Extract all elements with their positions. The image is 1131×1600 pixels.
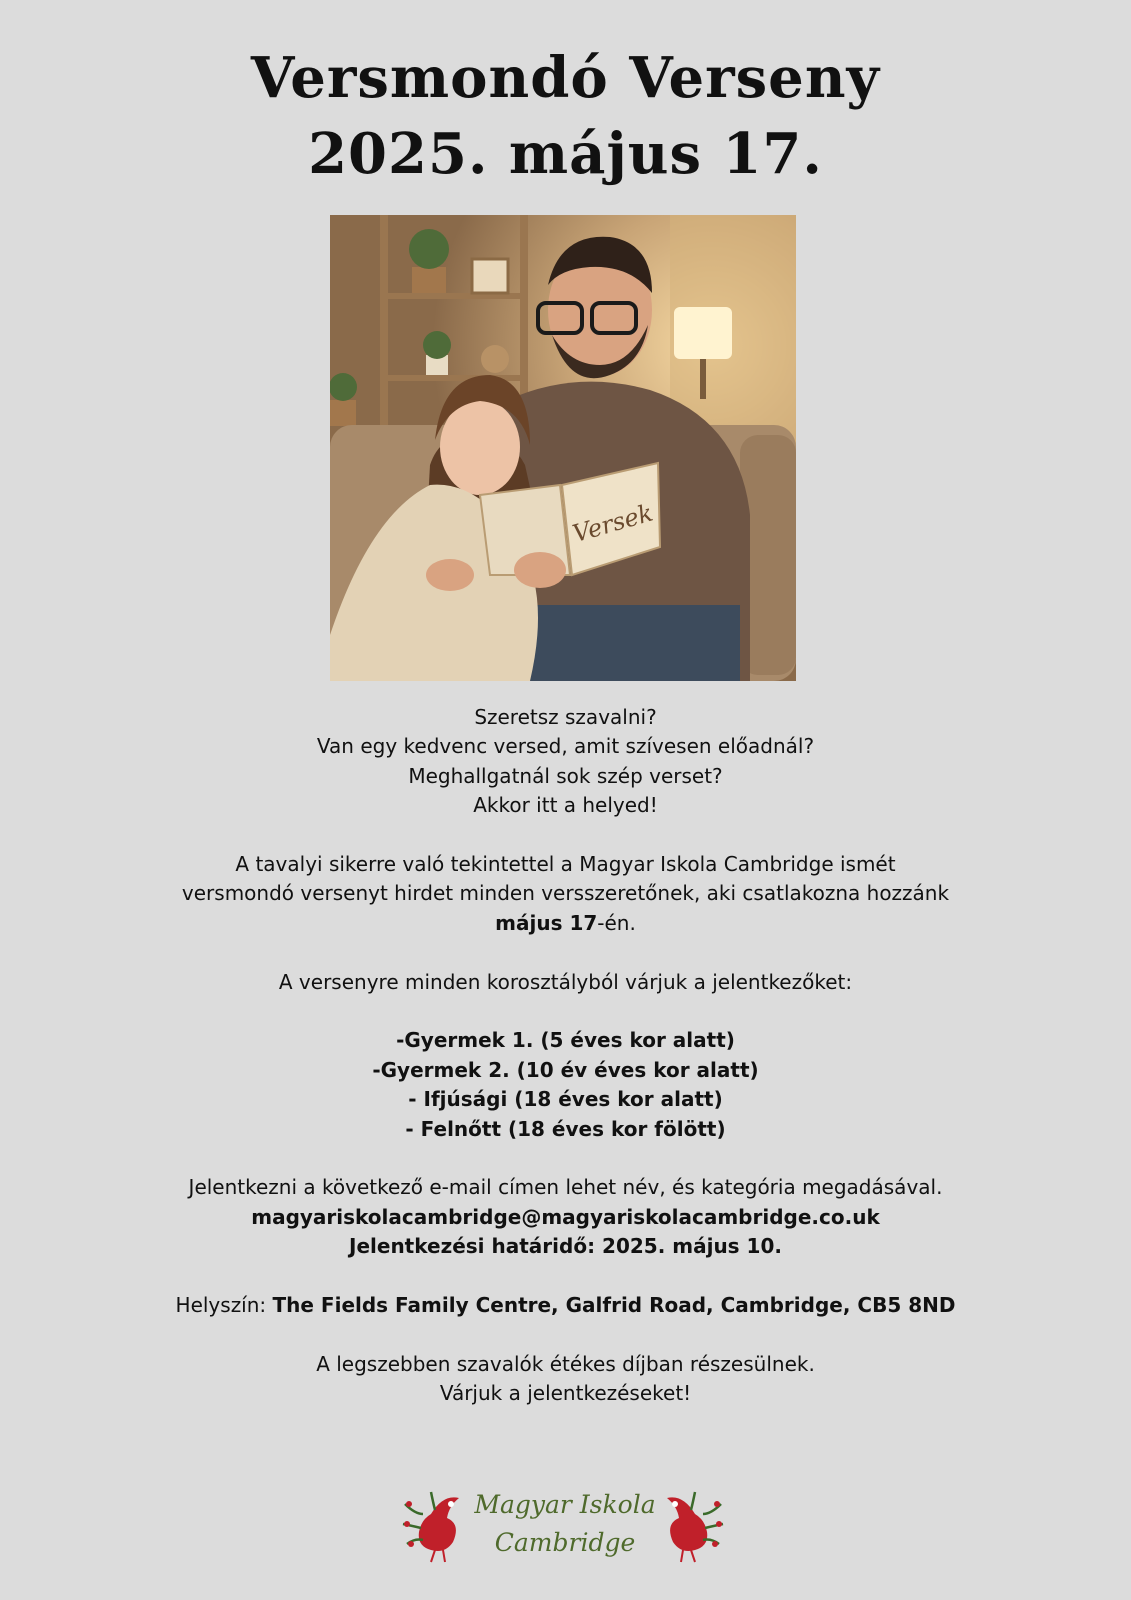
category-item: - Felnőtt (18 éves kor fölött) <box>405 1116 726 1141</box>
school-logo <box>395 1480 735 1570</box>
event-title <box>0 40 1131 192</box>
intro-line-1: Szeretsz szavalni? <box>474 705 657 729</box>
registration-instructions: Jelentkezni a következő e-mail címen lehet név, és kategória megadásával. <box>188 1175 943 1200</box>
title-line-date: 2025. május 17. <box>308 121 823 187</box>
flyer-body <box>0 703 1131 1409</box>
category-item: - Ifjúsági (18 éves kor alatt) <box>408 1087 723 1112</box>
logo-line-1: Magyar Iskola <box>474 1490 656 1519</box>
venue <box>0 1291 1131 1320</box>
intro-line-4: Akkor itt a helyed! <box>473 793 658 818</box>
closing-line-1: A legszebben szavalók étékes díjban részesülnek. <box>316 1351 815 1376</box>
announcement-date <box>0 909 1131 938</box>
category-item: -Gyermek 2. (10 év éves kor alatt) <box>372 1057 759 1082</box>
venue-label: Helyszín: <box>175 1293 273 1318</box>
father-daughter-reading-photo <box>330 215 796 681</box>
intro-line-3: Meghallgatnál sok szép verset? <box>408 763 723 788</box>
announcement-line-2: versmondó versenyt hirdet minden versszeretőnek, aki csatlakozna hozzánk <box>181 881 950 906</box>
venue-address: The Fields Family Centre, Galfrid Road, Cambridge, CB5 8ND <box>272 1293 956 1318</box>
book-cover-label: Versek <box>569 498 657 549</box>
folk-bird-left-icon <box>401 1484 473 1564</box>
intro-line-2: Van egy kedvenc versed, amit szívesen előadnál? <box>316 734 815 759</box>
categories-intro: A versenyre minden korosztályból várjuk a jelentkezőket: <box>278 969 853 994</box>
event-date-bold: május 17 <box>495 910 598 935</box>
event-date-suffix: -én. <box>597 910 636 935</box>
logo-line-2: Cambridge <box>494 1528 636 1557</box>
logo-wordmark <box>465 1486 665 1562</box>
registration-deadline: Jelentkezési határidő: 2025. május 10. <box>349 1234 782 1259</box>
category-item: -Gyermek 1. (5 éves kor alatt) <box>396 1028 735 1053</box>
title-line-name: Versmondó Verseny <box>250 45 881 111</box>
registration-email[interactable]: magyariskolacambridge@magyariskolacambridge.co.uk <box>251 1204 880 1229</box>
announcement-line-1: A tavalyi sikerre való tekintettel a Magyar Iskola Cambridge ismét <box>235 852 896 877</box>
folk-bird-right-icon <box>653 1484 725 1564</box>
closing-line-2: Várjuk a jelentkezéseket! <box>439 1381 692 1406</box>
